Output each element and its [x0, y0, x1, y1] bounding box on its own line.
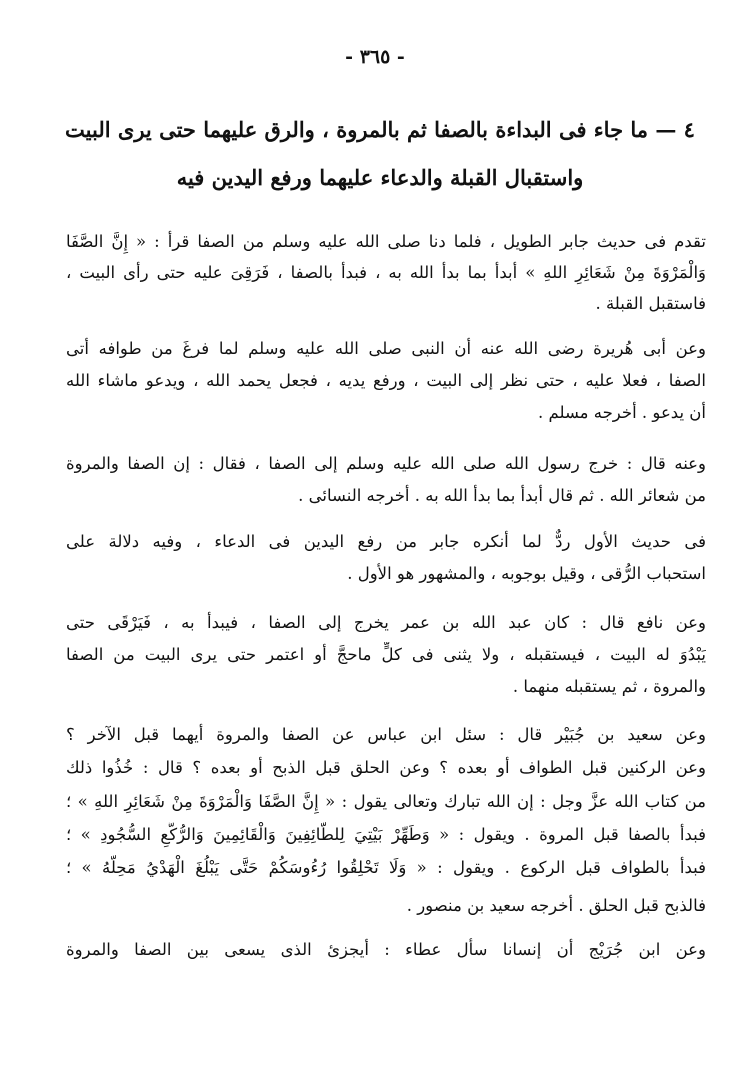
text-line: وعن سعيد بن جُبَيْر قال : سئل ابن عباس عن الصفا والمروة أيهما قبل الآخر ؟: [66, 725, 706, 744]
text-line: فبدأ بالطواف قبل الركوع . ويقول : « وَلَا تَحْلِقُوا رُءُوسَكُمْ حَتَّى يَبْلُغَ الْهَدْيُ مَحِلَّهُ » ؛: [66, 858, 706, 877]
section-heading-line-2: واستقبال القبلة والدعاء عليهما ورفع اليدين فيه: [176, 165, 584, 190]
text-line: وعن الركنين قبل الطواف أو بعده ؟ وعن الحلق قبل الذبح أو بعده ؟ قال : خُذُوا ذلك: [66, 758, 706, 777]
text-line: وعن ابن جُرَيْج أن إنسانا سأل عطاء : أيجزئ الذى يسعى بين الصفا والمروة: [66, 940, 706, 959]
text-line: أن يدعو . أخرجه مسلم .: [538, 403, 706, 422]
text-line: فالذبح قبل الحلق . أخرجه سعيد بن منصور .: [406, 896, 706, 915]
text-line: وعنه قال : خرج رسول الله صلى الله عليه وسلم إلى الصفا ، فقال : إن الصفا والمروة: [66, 454, 706, 473]
text-line: يَبْدُوَ له البيت ، فيستقبله ، ولا يثنى فى كلٍّ ماحجَّ أو اعتمر حتى يرى البيت من الصفا: [66, 645, 706, 664]
text-line: فاستقبل القبلة .: [595, 294, 706, 313]
text-line: وعن نافع قال : كان عبد الله بن عمر يخرج إلى الصفا ، فيبدأ به ، فَيَرْقَى حتى: [66, 613, 706, 632]
text-line: وَالْمَرْوَةَ مِنْ شَعَائِرِ اللهِ » أبدأ بما بدأ الله به ، فبدأ بالصفا ، فَرَقِىَ عليه حتى رأى البيت ،: [66, 263, 706, 282]
text-line: فى حديث الأول ردٌّ لما أنكره جابر من رفع اليدين فى الدعاء ، وفيه دلالة على: [66, 532, 706, 551]
text-line: وعن أبى هُريرة رضى الله عنه أن النبى صلى الله عليه وسلم لما فرغَ من طوافه أتى: [66, 339, 706, 358]
page-number: - ٣٦٥ -: [345, 46, 405, 68]
section-heading-line-1: ٤ — ما جاء فى البداءة بالصفا ثم بالمروة ، والرق عليهما حتى يرى البيت: [65, 117, 695, 142]
text-line: والمروة ، ثم يستقبله منهما .: [512, 677, 706, 696]
text-line: من شعائر الله . ثم قال أبدأ بما بدأ الله به . أخرجه النسائى .: [298, 486, 706, 505]
text-line: تقدم فى حديث جابر الطويل ، فلما دنا صلى الله عليه وسلم من الصفا قرأ : « إِنَّ الصَّفَا: [66, 232, 706, 251]
text-line: الصفا ، فعلا عليه ، حتى نظر إلى البيت ، ورفع يديه ، فجعل يحمد الله ، ويدعو ماشاء الله: [66, 371, 706, 390]
text-line: من كتاب الله عزَّ وجل : إن الله تبارك وتعالى يقول : « إِنَّ الصَّفَا وَالْمَرْوَةَ مِنْ شَعَائِرِ اللهِ » ؛: [66, 792, 706, 811]
text-line: فبدأ بالصفا قبل المروة . ويقول : « وَطَهِّرْ بَيْتِيَ لِلطَّائِفِينَ وَالْقَائِمِينَ وَالرُّكَّعِ السُّجُودِ » ؛: [66, 825, 706, 844]
text-line: استحباب الرُّقى ، وقيل بوجوبه ، والمشهور هو الأول .: [347, 564, 706, 583]
